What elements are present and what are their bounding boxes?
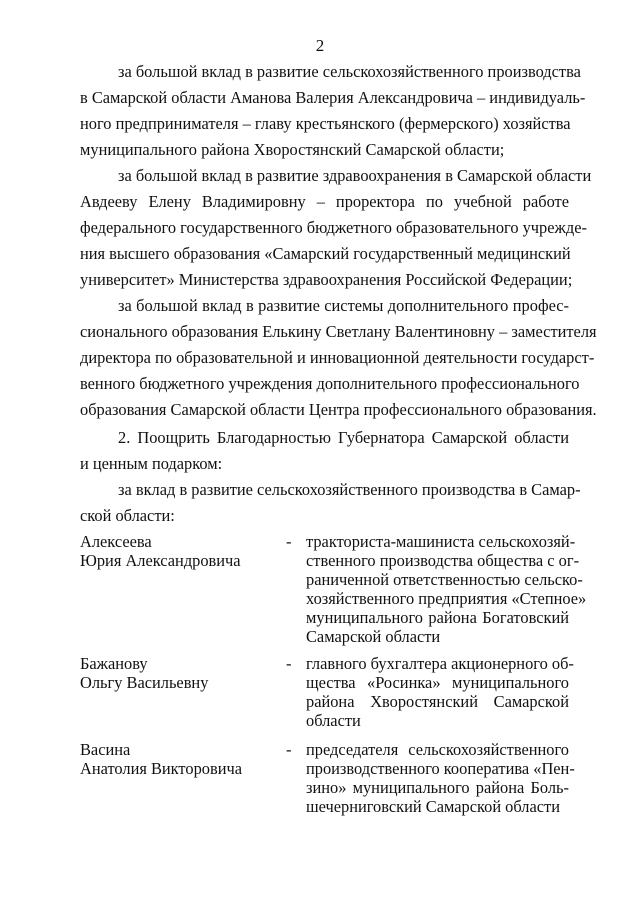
awardee-2-given-names: Ольгу Васильевну bbox=[80, 673, 209, 692]
awardee-1-desc-line-5: муниципального района Богатовский bbox=[306, 608, 569, 627]
paragraph-1-line-3: ного предпринимателя – главу крестьянского (фермерского) хозяйства bbox=[80, 114, 571, 133]
paragraph-3-line-5: образования Самарской области Центра профессионального образования. bbox=[80, 400, 597, 419]
awardee-2-desc-line-4: области bbox=[306, 711, 361, 730]
awardee-2-dash: - bbox=[286, 654, 292, 673]
awardee-2-desc-line-2: щества «Росинка» муниципального bbox=[306, 673, 569, 692]
awardee-3-desc-line-3: зино» муниципального района Боль- bbox=[306, 778, 569, 797]
awardee-1-surname: Алексеева bbox=[80, 532, 152, 551]
paragraph-3-line-4: венного бюджетного учреждения дополнительного профессионального bbox=[80, 374, 580, 393]
paragraph-2-line-2: Авдееву Елену Владимировну – проректора по учебной работе bbox=[80, 192, 569, 211]
paragraph-4-line-1: 2. Поощрить Благодарностью Губернатора Самарской области bbox=[118, 428, 569, 447]
awardee-3-desc-line-1: председателя сельскохозяйственного bbox=[306, 740, 569, 759]
paragraph-2-line-4: ния высшего образования «Самарский государственный медицинский bbox=[80, 244, 571, 263]
page-number: 2 bbox=[315, 36, 325, 55]
paragraph-3-line-3: директора по образовательной и инновационной деятельности государст- bbox=[80, 348, 595, 367]
paragraph-2-line-5: университет» Министерства здравоохранения Российской Федерации; bbox=[80, 270, 573, 289]
awardee-1-desc-line-2: ственного производства общества с ог- bbox=[306, 551, 580, 570]
paragraph-4-line-2: и ценным подарком: bbox=[80, 454, 223, 473]
awardee-1-desc-line-6: Самарской области bbox=[306, 627, 441, 646]
awardee-1-given-names: Юрия Александровича bbox=[80, 551, 241, 570]
awardee-1-desc-line-3: раниченной ответственностью сельско- bbox=[306, 570, 583, 589]
awardee-2-desc-line-3: района Хворостянский Самарской bbox=[306, 692, 569, 711]
awardee-1-desc-line-4: хозяйственного предприятия «Степное» bbox=[306, 589, 587, 608]
paragraph-2-line-3: федерального государственного бюджетного образовательного учрежде- bbox=[80, 218, 587, 237]
paragraph-1-line-4: муниципального района Хворостянский Самарской области; bbox=[80, 140, 505, 159]
awardee-3-dash: - bbox=[286, 740, 292, 759]
awardee-3-desc-line-2: производственного кооператива «Пен- bbox=[306, 759, 575, 778]
awardee-2-surname: Бажанову bbox=[80, 654, 148, 673]
paragraph-3-line-1: за большой вклад в развитие системы дополнительного профес- bbox=[118, 296, 569, 315]
awardee-1-desc-line-1: тракториста-машиниста сельскохозяй- bbox=[306, 532, 576, 551]
awardee-3-surname: Васина bbox=[80, 740, 131, 759]
paragraph-5-line-2: ской области: bbox=[80, 506, 175, 525]
awardee-3-given-names: Анатолия Викторовича bbox=[80, 759, 242, 778]
awardee-2-desc-line-1: главного бухгалтера акционерного об- bbox=[306, 654, 574, 673]
paragraph-5-line-1: за вклад в развитие сельскохозяйственного производства в Самар- bbox=[118, 480, 581, 499]
paragraph-2-line-1: за большой вклад в развитие здравоохранения в Самарской области bbox=[118, 166, 592, 185]
paragraph-1-line-2: в Самарской области Аманова Валерия Александровича – индивидуаль- bbox=[80, 88, 586, 107]
paragraph-1-line-1: за большой вклад в развитие сельскохозяйственного производства bbox=[118, 62, 581, 81]
awardee-1-dash: - bbox=[286, 532, 292, 551]
paragraph-3-line-2: сионального образования Елькину Светлану Валентиновну – заместителя bbox=[80, 322, 597, 341]
awardee-3-desc-line-4: шечерниговский Самарской области bbox=[306, 797, 560, 816]
